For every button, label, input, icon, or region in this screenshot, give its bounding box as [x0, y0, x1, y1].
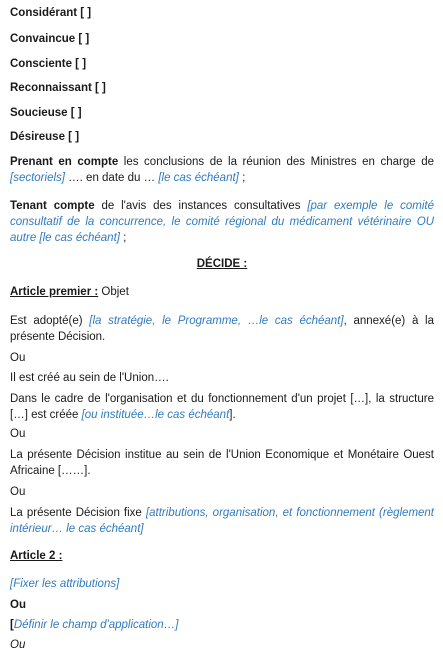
projet-text-1: Dans le cadre de l'organisation et du fonctionnement d'un projet […], la structure […] est créée: [10, 393, 434, 421]
article-2-heading: [10, 548, 434, 564]
considerant-line: Considérant [ ]: [10, 7, 92, 19]
prenant-text-3: ;: [238, 172, 246, 184]
consciente-line: Consciente [ ]: [10, 58, 87, 70]
ou-separator: Ou: [10, 486, 26, 498]
decide-text: DÉCIDE :: [196, 258, 248, 270]
desireuse-line: Désireuse [ ]: [10, 131, 80, 143]
article1-paragraph-fixe: [10, 505, 434, 537]
definir-bracket: [: [10, 619, 14, 631]
prenant-en-compte-paragraph: [10, 154, 434, 186]
adopte-placeholder: [la stratégie, le Programme, …le cas échéant]: [89, 315, 344, 327]
tenant-compte-paragraph: [10, 198, 434, 246]
projet-text-2: ].: [229, 409, 236, 421]
fixe-placeholder: [attributions, organisation, et fonctionnement (règlement intérieur… le cas échéant]: [10, 507, 435, 535]
prenant-placeholder-sectoriels: [sectoriels]: [10, 172, 65, 184]
article-2-label: Article 2 :: [10, 550, 63, 562]
article1-paragraph-projet: [10, 391, 434, 423]
article-premier-subject: Objet: [98, 286, 129, 298]
article1-paragraph-adopte: [10, 313, 434, 345]
prenant-text-2: …. en date du …: [64, 172, 159, 184]
convaincue-line: Convaincue [ ]: [10, 33, 90, 45]
prenant-label: Prenant en compte: [10, 156, 119, 168]
projet-placeholder: [ou instituée…le cas échéant: [81, 409, 230, 421]
ou-separator: Ou: [10, 639, 26, 651]
tenant-text-1: de l'avis des instances consultatives: [94, 200, 308, 212]
tenant-label: Tenant compte: [10, 200, 95, 212]
article2-fixer-placeholder: [Fixer les attributions]: [10, 578, 120, 590]
article-premier-heading: [10, 284, 434, 300]
prenant-placeholder-cas: [le cas échéant]: [158, 172, 239, 184]
article-premier-label: Article premier :: [10, 286, 99, 298]
article1-paragraph-institue: La présente Décision institue au sein de l'Union Economique et Monétaire Ouest Africaine [……].: [10, 449, 434, 477]
article2-definir-line: [10, 617, 434, 633]
definir-placeholder: Définir le champ d'application…]: [13, 619, 179, 631]
reconnaissant-line: Reconnaissant [ ]: [10, 82, 106, 94]
ou-separator: Ou: [10, 599, 26, 611]
decide-heading: [10, 256, 434, 272]
ou-separator: Ou: [10, 352, 26, 364]
soucieuse-line: Soucieuse [ ]: [10, 107, 82, 119]
ou-separator: Ou: [10, 428, 26, 440]
adopte-text-1: Est adopté(e): [10, 315, 90, 327]
adopte-text-2: , annexé(e) à la présente Décision.: [10, 315, 434, 343]
fixe-text-1: La présente Décision fixe: [10, 507, 146, 519]
prenant-text-1: les conclusions de la réunion des Ministres en charge de: [118, 156, 434, 168]
tenant-text-2: ;: [119, 232, 127, 244]
tenant-placeholder: [par exemple le comité consultatif de la concurrence, le comité régional du médicament vétérinaire OU autre [le cas échéant]: [10, 200, 434, 244]
article1-paragraph-cree: Il est créé au sein de l'Union….: [10, 372, 169, 384]
